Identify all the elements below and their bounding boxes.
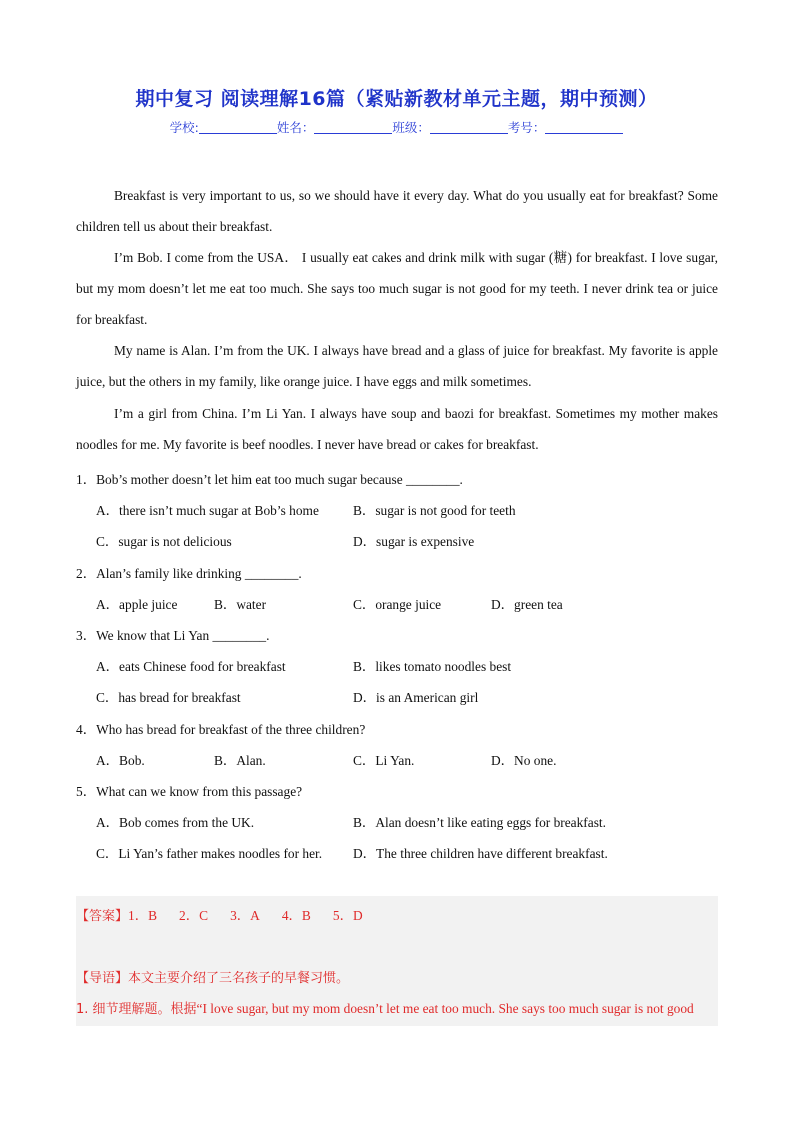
question-2-option-b[interactable]: B．water: [214, 597, 267, 612]
explanation-quote: “I love sugar, but my mom doesn’t let me eat too much. She says too much sugar is not good: [196, 1001, 694, 1016]
question-5-option-d[interactable]: D．The three children have different breakfast.: [353, 846, 608, 861]
answer-key-line: [76, 905, 363, 924]
school-blank[interactable]: [199, 120, 277, 134]
guide-line: [76, 967, 349, 986]
question-2-stem: 2．Alan’s family like drinking ________.: [76, 566, 302, 581]
passage-paragraph: My name is Alan. I’m from the UK. I always have bread and a glass of juice for breakfast. My favorite is apple juice, but the others in my family, like orange juice. I have eggs and milk sometimes.: [76, 343, 718, 389]
question-3-option-b[interactable]: B．likes tomato noodles best: [353, 659, 512, 674]
page-title: 期中复习 阅读理解16篇（紧贴新教材单元主题，期中预测）: [135, 88, 658, 110]
class-blank[interactable]: [430, 120, 508, 134]
question-1-option-c[interactable]: C．sugar is not delicious: [96, 534, 232, 549]
question-4-option-b[interactable]: B．Alan.: [214, 753, 266, 768]
question-2-option-a[interactable]: A．apple juice: [96, 597, 178, 612]
guide-label: 【导语】: [76, 971, 129, 986]
answer-label: 【答案】: [76, 909, 129, 924]
answer-item: 5．D: [332, 908, 363, 923]
question-1-stem: 1．Bob’s mother doesn’t let him eat too much sugar because ________.: [76, 472, 463, 487]
question-1-option-b[interactable]: B．sugar is not good for teeth: [353, 503, 516, 518]
question-1-option-d[interactable]: D．sugar is expensive: [353, 534, 475, 549]
answer-item: 1．B: [128, 908, 158, 923]
student-info-line: [0, 118, 793, 136]
answer-item: 4．B: [281, 908, 311, 923]
exam-no-label: 考号：: [507, 120, 546, 135]
question-5-option-a[interactable]: A．Bob comes from the UK.: [96, 815, 255, 830]
question-1-option-a[interactable]: A．there isn’t much sugar at Bob’s home: [96, 503, 319, 518]
exam-no-blank[interactable]: [545, 120, 623, 134]
question-4-option-d[interactable]: D．No one.: [491, 753, 557, 768]
name-label: 姓名：: [276, 120, 315, 135]
school-label: 学校:: [169, 120, 199, 135]
question-5-option-c[interactable]: C．Li Yan’s father makes noodles for her.: [96, 846, 323, 861]
question-2-option-c[interactable]: C．orange juice: [353, 597, 442, 612]
passage-paragraph: Breakfast is very important to us, so we should have it every day. What do you usually eat for breakfast? Some children tell us about their breakfast.: [76, 188, 718, 234]
class-label: 班级：: [392, 120, 430, 135]
guide-text: 本文主要介绍了三名孩子的早餐习惯。: [128, 971, 350, 986]
question-4-option-c[interactable]: C．Li Yan.: [353, 753, 415, 768]
question-3-option-c[interactable]: C．has bread for breakfast: [96, 690, 241, 705]
question-3-option-a[interactable]: A．eats Chinese food for breakfast: [96, 659, 286, 674]
question-3-stem: 3．We know that Li Yan ________.: [76, 628, 270, 643]
question-2-option-d[interactable]: D．green tea: [491, 597, 563, 612]
question-4-stem: 4．Who has bread for breakfast of the three children?: [76, 722, 366, 737]
passage-paragraph: I’m a girl from China. I’m Li Yan. I always have soup and baozi for breakfast. Sometimes my mother makes noodles for me. My favorite is beef noodles. I never have bread or cakes for breakfast.: [76, 406, 718, 452]
question-4-option-a[interactable]: A．Bob.: [96, 753, 145, 768]
question-5-stem: 5．What can we know from this passage?: [76, 784, 303, 799]
question-3-option-d[interactable]: D．is an American girl: [353, 690, 479, 705]
explanation-line: [76, 998, 718, 1017]
explanation-prefix: 1. 细节理解题。根据: [76, 1002, 197, 1017]
question-5-option-b[interactable]: B．Alan doesn’t like eating eggs for breakfast.: [353, 815, 606, 830]
answer-item: 2．C: [179, 908, 209, 923]
passage-paragraph: I’m Bob. I come from the USA． I usually eat cakes and drink milk with sugar (糖) for breakfast. I love sugar, but my mom doesn’t let me eat too much. She says too much sugar is not good for my teeth. I never drink tea or juice for breakfast.: [76, 250, 718, 327]
name-blank[interactable]: [314, 120, 392, 134]
answer-item: 3．A: [230, 908, 260, 923]
